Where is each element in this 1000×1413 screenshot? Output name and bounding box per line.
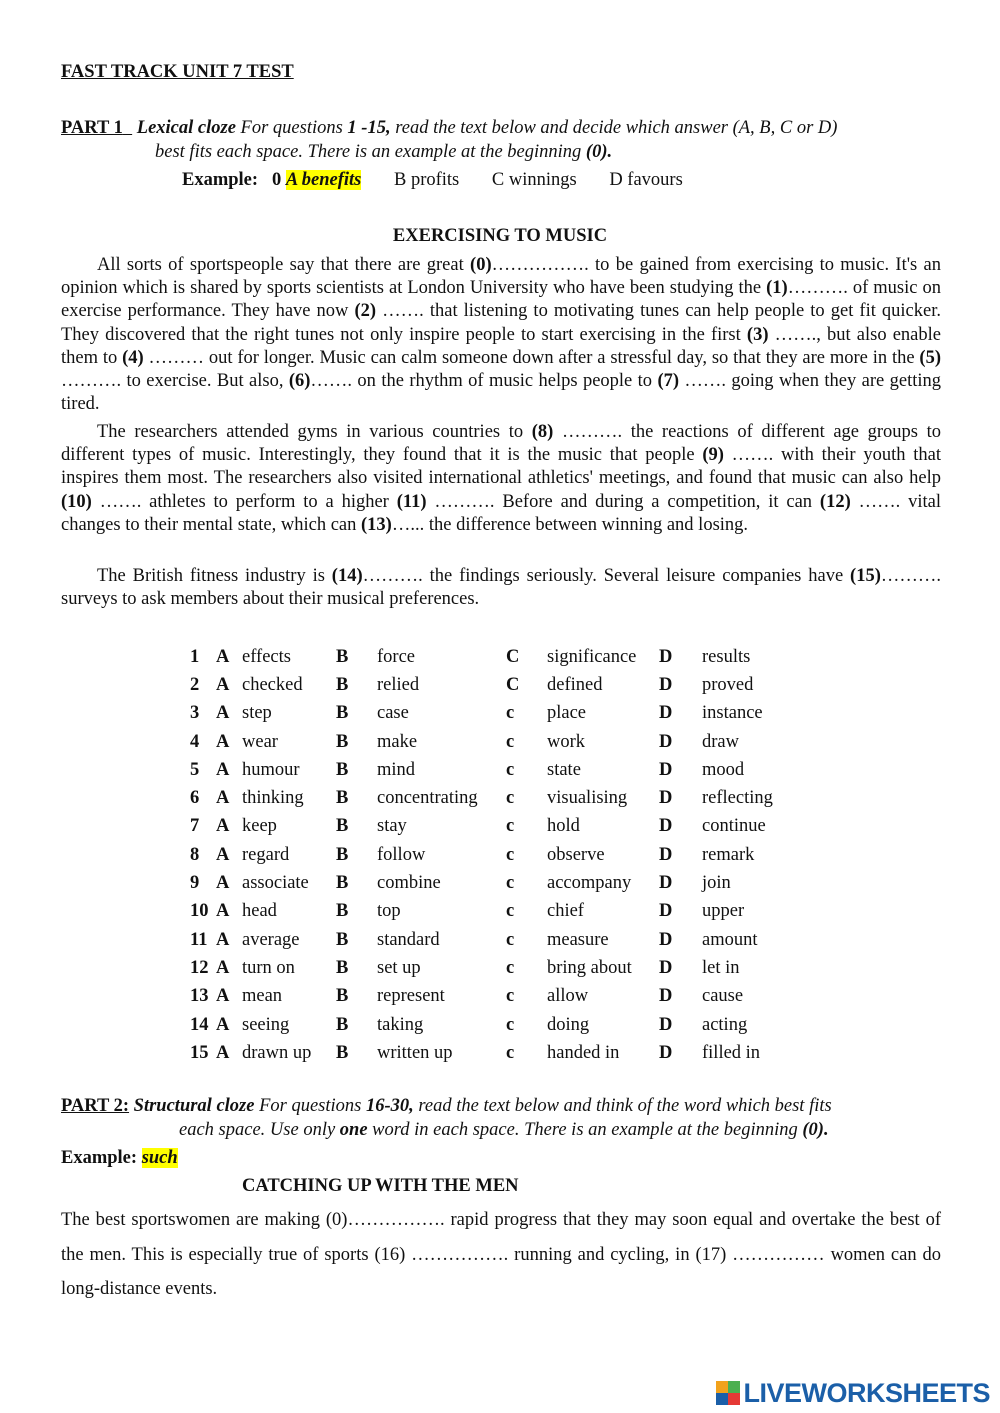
question-row (190, 643, 792, 671)
gap-number: (12) (819, 491, 851, 512)
letter-c: c (506, 929, 515, 950)
gap-number: (2) (354, 301, 377, 322)
letter-c: c (506, 703, 515, 724)
liveworksheets-brand (716, 1378, 990, 1408)
question-number: 5 (190, 759, 200, 780)
text-run: The researchers attended gyms in various countries to (97, 422, 532, 442)
gap-number: (8) (531, 422, 554, 442)
gap-number: (0) (470, 255, 492, 275)
letter-b: B (336, 844, 349, 865)
part2-zero: (0). (802, 1120, 829, 1140)
text-run: ……. athletes to perform to a higher (91, 491, 397, 512)
text2-paragraph-1: The best sportswomen are making (0)……………. rapid progress that they may soon equal and overtake the best of the men. This is especially true of sports (16) ……………. running and cycling, in (17) …………… women can do long-distance events. (61, 1210, 941, 1299)
option-c: chief (547, 901, 584, 922)
letter-a: A (216, 986, 230, 1007)
gap-number: (6) (288, 371, 311, 392)
option-c: state (547, 759, 581, 780)
letter-b: B (336, 759, 349, 780)
text-run: ………. the findings seriously. Several leisure companies have (362, 566, 851, 586)
letter-b: B (336, 788, 349, 809)
option-b: mind (377, 759, 416, 780)
question-row (190, 813, 792, 841)
option-d: mood (702, 759, 745, 780)
gap-number: (1) (766, 278, 788, 299)
option-d: cause (702, 986, 744, 1007)
option-b: written up (377, 1042, 453, 1063)
letter-c: c (506, 1014, 515, 1035)
option-b: top (377, 901, 401, 922)
question-row (190, 756, 792, 784)
option-b: force (377, 646, 415, 667)
part2-example (61, 1148, 178, 1169)
letter-b: B (336, 873, 349, 894)
text-run: ……. that listening to motivating tunes can help people to get fit quicker. They discovered that the right tunes not only inspire people to start exercising in the first (61, 301, 941, 345)
part1-type: Lexical cloze (136, 118, 236, 138)
option-b: case (377, 703, 409, 724)
question-number: 10 (190, 901, 209, 922)
question-number: 3 (190, 703, 200, 724)
letter-b: B (336, 986, 349, 1007)
option-c: significance (547, 646, 637, 667)
question-number: 1 (190, 646, 200, 667)
letter-a: A (216, 1042, 230, 1063)
option-c: doing (547, 1014, 590, 1035)
text1-title: EXERCISING TO MUSIC (392, 226, 608, 246)
letter-a: A (216, 816, 230, 837)
option-d: filled in (702, 1042, 761, 1063)
part2-type: Structural cloze (133, 1096, 255, 1116)
letter-c: c (506, 957, 515, 978)
question-row (190, 671, 792, 699)
option-b: follow (377, 844, 426, 865)
example-option-d: D favours (609, 170, 683, 190)
part1-question-range: 1 -15, (347, 118, 391, 138)
question-number: 15 (190, 1042, 209, 1063)
letter-c: c (506, 844, 515, 865)
question-number: 6 (190, 788, 200, 809)
option-a: turn on (242, 957, 295, 978)
letter-a: A (216, 957, 230, 978)
letter-c: c (506, 1042, 515, 1063)
option-d: proved (702, 674, 754, 695)
text-run: ……… out for longer. Music can calm someone down after a stressful day, so that they are more in the (143, 347, 920, 368)
letter-b: B (336, 1014, 349, 1035)
question-row (190, 983, 792, 1011)
gap-number: (9) (702, 445, 724, 466)
letter-c: c (506, 986, 515, 1007)
option-c: work (547, 731, 586, 752)
option-d: remark (702, 844, 755, 865)
question-number: 9 (190, 873, 200, 894)
option-b: stay (377, 816, 407, 837)
question-row (190, 841, 792, 869)
example-answer: A benefits (285, 170, 362, 190)
letter-b: B (336, 957, 349, 978)
text-run: ………. to exercise. But also, (61, 371, 289, 392)
letter-d: D (659, 844, 673, 865)
option-c: allow (547, 986, 589, 1007)
question-number: 2 (190, 674, 200, 695)
gap-number: (4) (122, 347, 144, 368)
gap-number: (5) (919, 347, 941, 368)
letter-d: D (659, 731, 673, 752)
option-c: defined (547, 674, 603, 695)
part2-one: one (339, 1120, 368, 1140)
part1-instr-line2: best fits each space. There is an example at the beginning (155, 142, 582, 162)
gap-number: (11) (396, 491, 427, 512)
question-row (190, 954, 792, 982)
letter-c: c (506, 816, 515, 837)
question-row (190, 1039, 792, 1067)
option-a: head (242, 901, 277, 922)
text-run: ………. Before and during a competition, it can (426, 491, 820, 512)
question-number: 11 (190, 929, 208, 950)
letter-c: c (506, 873, 515, 894)
question-row (190, 700, 792, 728)
letter-a: A (216, 646, 230, 667)
option-d: amount (702, 929, 758, 950)
option-c: bring about (547, 957, 632, 978)
option-b: standard (377, 929, 440, 950)
text2-title: CATCHING UP WITH THE MEN (242, 1176, 519, 1196)
question-number: 4 (190, 731, 200, 752)
part2-instructions (61, 1096, 832, 1117)
option-c: measure (547, 929, 609, 950)
answer-options-table (190, 643, 792, 1067)
option-b: represent (377, 986, 445, 1007)
option-c: handed in (547, 1042, 620, 1063)
option-a: wear (242, 731, 278, 752)
letter-d: D (659, 788, 673, 809)
letter-a: A (216, 731, 230, 752)
part1-zero: (0). (585, 142, 613, 162)
text-run: ……. vital changes to their mental state, which can (61, 491, 941, 535)
part2-instr-line2-b: word in each space. There is an example at the beginning (372, 1120, 798, 1140)
letter-a: A (216, 901, 230, 922)
part2-label: PART 2: (61, 1096, 130, 1116)
option-d: upper (702, 901, 745, 922)
part2-instr-a: For questions (259, 1096, 362, 1116)
letter-d: D (659, 703, 673, 724)
option-a: mean (242, 986, 283, 1007)
letter-d: D (659, 1042, 673, 1063)
gap-number: (14) (331, 566, 363, 586)
option-a: step (242, 703, 272, 724)
option-a: regard (242, 844, 290, 865)
text-run: ………. of music on exercise performance. They have now (61, 278, 941, 322)
option-b: combine (377, 873, 441, 894)
gap-number: (3) (746, 324, 769, 345)
question-row (190, 869, 792, 897)
part2-question-range: 16-30, (365, 1096, 414, 1116)
part1-instructions (61, 118, 837, 139)
option-a: thinking (242, 788, 304, 809)
option-b: relied (377, 674, 420, 695)
part1-instructions-line2 (155, 142, 612, 163)
part2-example-label: Example: (61, 1148, 138, 1168)
text1-paragraph-3 (61, 565, 941, 611)
question-row (190, 784, 792, 812)
text-run: ……………. to be gained from exercising to music. It's an opinion which is shared by sports scientists at London University who have been studying the (61, 255, 941, 299)
letter-a: A (216, 844, 230, 865)
option-d: reflecting (702, 788, 773, 809)
text-run: …... the difference between winning and losing. (391, 514, 749, 535)
letter-b: B (336, 703, 349, 724)
letter-a: A (216, 788, 230, 809)
letter-b: B (336, 731, 349, 752)
option-d: draw (702, 731, 739, 752)
letter-a: A (216, 703, 230, 724)
letter-d: D (659, 816, 673, 837)
example-option-c: C winnings (491, 170, 577, 190)
text-run: ……. on the rhythm of music helps people to (310, 371, 658, 392)
letter-b: B (336, 929, 349, 950)
letter-a: A (216, 674, 230, 695)
letter-c: c (506, 788, 515, 809)
letter-b: B (336, 1042, 349, 1063)
option-d: continue (702, 816, 766, 837)
option-d: acting (702, 1014, 748, 1035)
question-number: 12 (190, 957, 209, 978)
gap-number: (13) (361, 514, 392, 535)
letter-a: A (216, 929, 230, 950)
letter-a: A (216, 759, 230, 780)
option-a: associate (242, 873, 309, 894)
letter-d: D (659, 646, 673, 667)
question-number: 14 (190, 1014, 209, 1035)
option-d: let in (702, 957, 740, 978)
option-a: checked (242, 674, 303, 695)
option-a: effects (242, 646, 291, 667)
part2-instr-b: read the text below and think of the word which best fits (418, 1096, 832, 1116)
part2-example-answer: such (141, 1148, 178, 1168)
example-number: 0 (271, 170, 282, 190)
text1-paragraph-2 (61, 421, 941, 537)
question-row (190, 926, 792, 954)
text-run: ……. going when they are getting tired. (61, 371, 941, 415)
option-c: observe (547, 844, 605, 865)
option-a: seeing (242, 1014, 290, 1035)
letter-d: D (659, 873, 673, 894)
letter-c: c (506, 759, 515, 780)
question-number: 7 (190, 816, 200, 837)
example-option-b: B profits (393, 170, 460, 190)
option-d: instance (702, 703, 763, 724)
option-d: results (702, 646, 751, 667)
text-run: ……. with their youth that inspires them most. The researchers also visited international athletics' meetings, and found that music can also help (61, 445, 941, 489)
part1-instr-a: For questions (240, 118, 343, 138)
gap-number: (15) (850, 566, 881, 586)
letter-b: B (336, 646, 349, 667)
liveworksheets-logo-icon (716, 1381, 740, 1405)
text-run: ………. the reactions of different age groups to different types of music. Interestingly, they found that it is the music that people (61, 422, 941, 466)
gap-number: (7) (657, 371, 680, 392)
option-d: join (702, 873, 731, 894)
question-row (190, 898, 792, 926)
letter-d: D (659, 957, 673, 978)
question-number: 13 (190, 986, 209, 1007)
letter-c: C (506, 674, 520, 695)
text-run: ……., but also enable them to (61, 324, 941, 368)
text-run: The British fitness industry is (97, 566, 332, 586)
part2-instr-line2-a: each space. Use only (179, 1120, 336, 1140)
letter-d: D (659, 1014, 673, 1035)
option-c: accompany (547, 873, 632, 894)
text-run: All sorts of sportspeople say that there are great (97, 255, 471, 275)
letter-d: D (659, 986, 673, 1007)
question-row (190, 728, 792, 756)
letter-b: B (336, 901, 349, 922)
question-row (190, 1011, 792, 1039)
option-b: taking (377, 1014, 424, 1035)
letter-b: B (336, 816, 349, 837)
part2-instructions-line2 (179, 1120, 829, 1141)
example-label: Example: (182, 170, 259, 190)
option-a: keep (242, 816, 277, 837)
letter-d: D (659, 759, 673, 780)
letter-c: C (506, 646, 520, 667)
part1-label: PART 1 (61, 118, 123, 138)
document-title: FAST TRACK UNIT 7 TEST (61, 62, 294, 82)
letter-a: A (216, 873, 230, 894)
letter-b: B (336, 674, 349, 695)
option-a: drawn up (242, 1042, 312, 1063)
letter-d: D (659, 929, 673, 950)
part1-example (182, 170, 683, 191)
option-c: place (547, 703, 587, 724)
option-c: hold (547, 816, 580, 837)
gap-number: (10) (61, 491, 92, 512)
option-b: set up (377, 957, 421, 978)
letter-d: D (659, 901, 673, 922)
letter-a: A (216, 1014, 230, 1035)
letter-d: D (659, 674, 673, 695)
text-run: ………. surveys to ask members about their musical preferences. (61, 566, 941, 610)
letter-c: c (506, 731, 515, 752)
option-c: visualising (547, 788, 628, 809)
letter-c: c (506, 901, 515, 922)
brand-name: LIVEWORKSHEETS (743, 1377, 990, 1408)
option-b: make (377, 731, 418, 752)
option-a: humour (242, 759, 300, 780)
text1-paragraph-1 (61, 254, 941, 416)
part1-instr-b: read the text below and decide which answer (A, B, C or D) (395, 118, 838, 138)
option-a: average (242, 929, 300, 950)
option-b: concentrating (377, 788, 478, 809)
question-number: 8 (190, 844, 200, 865)
